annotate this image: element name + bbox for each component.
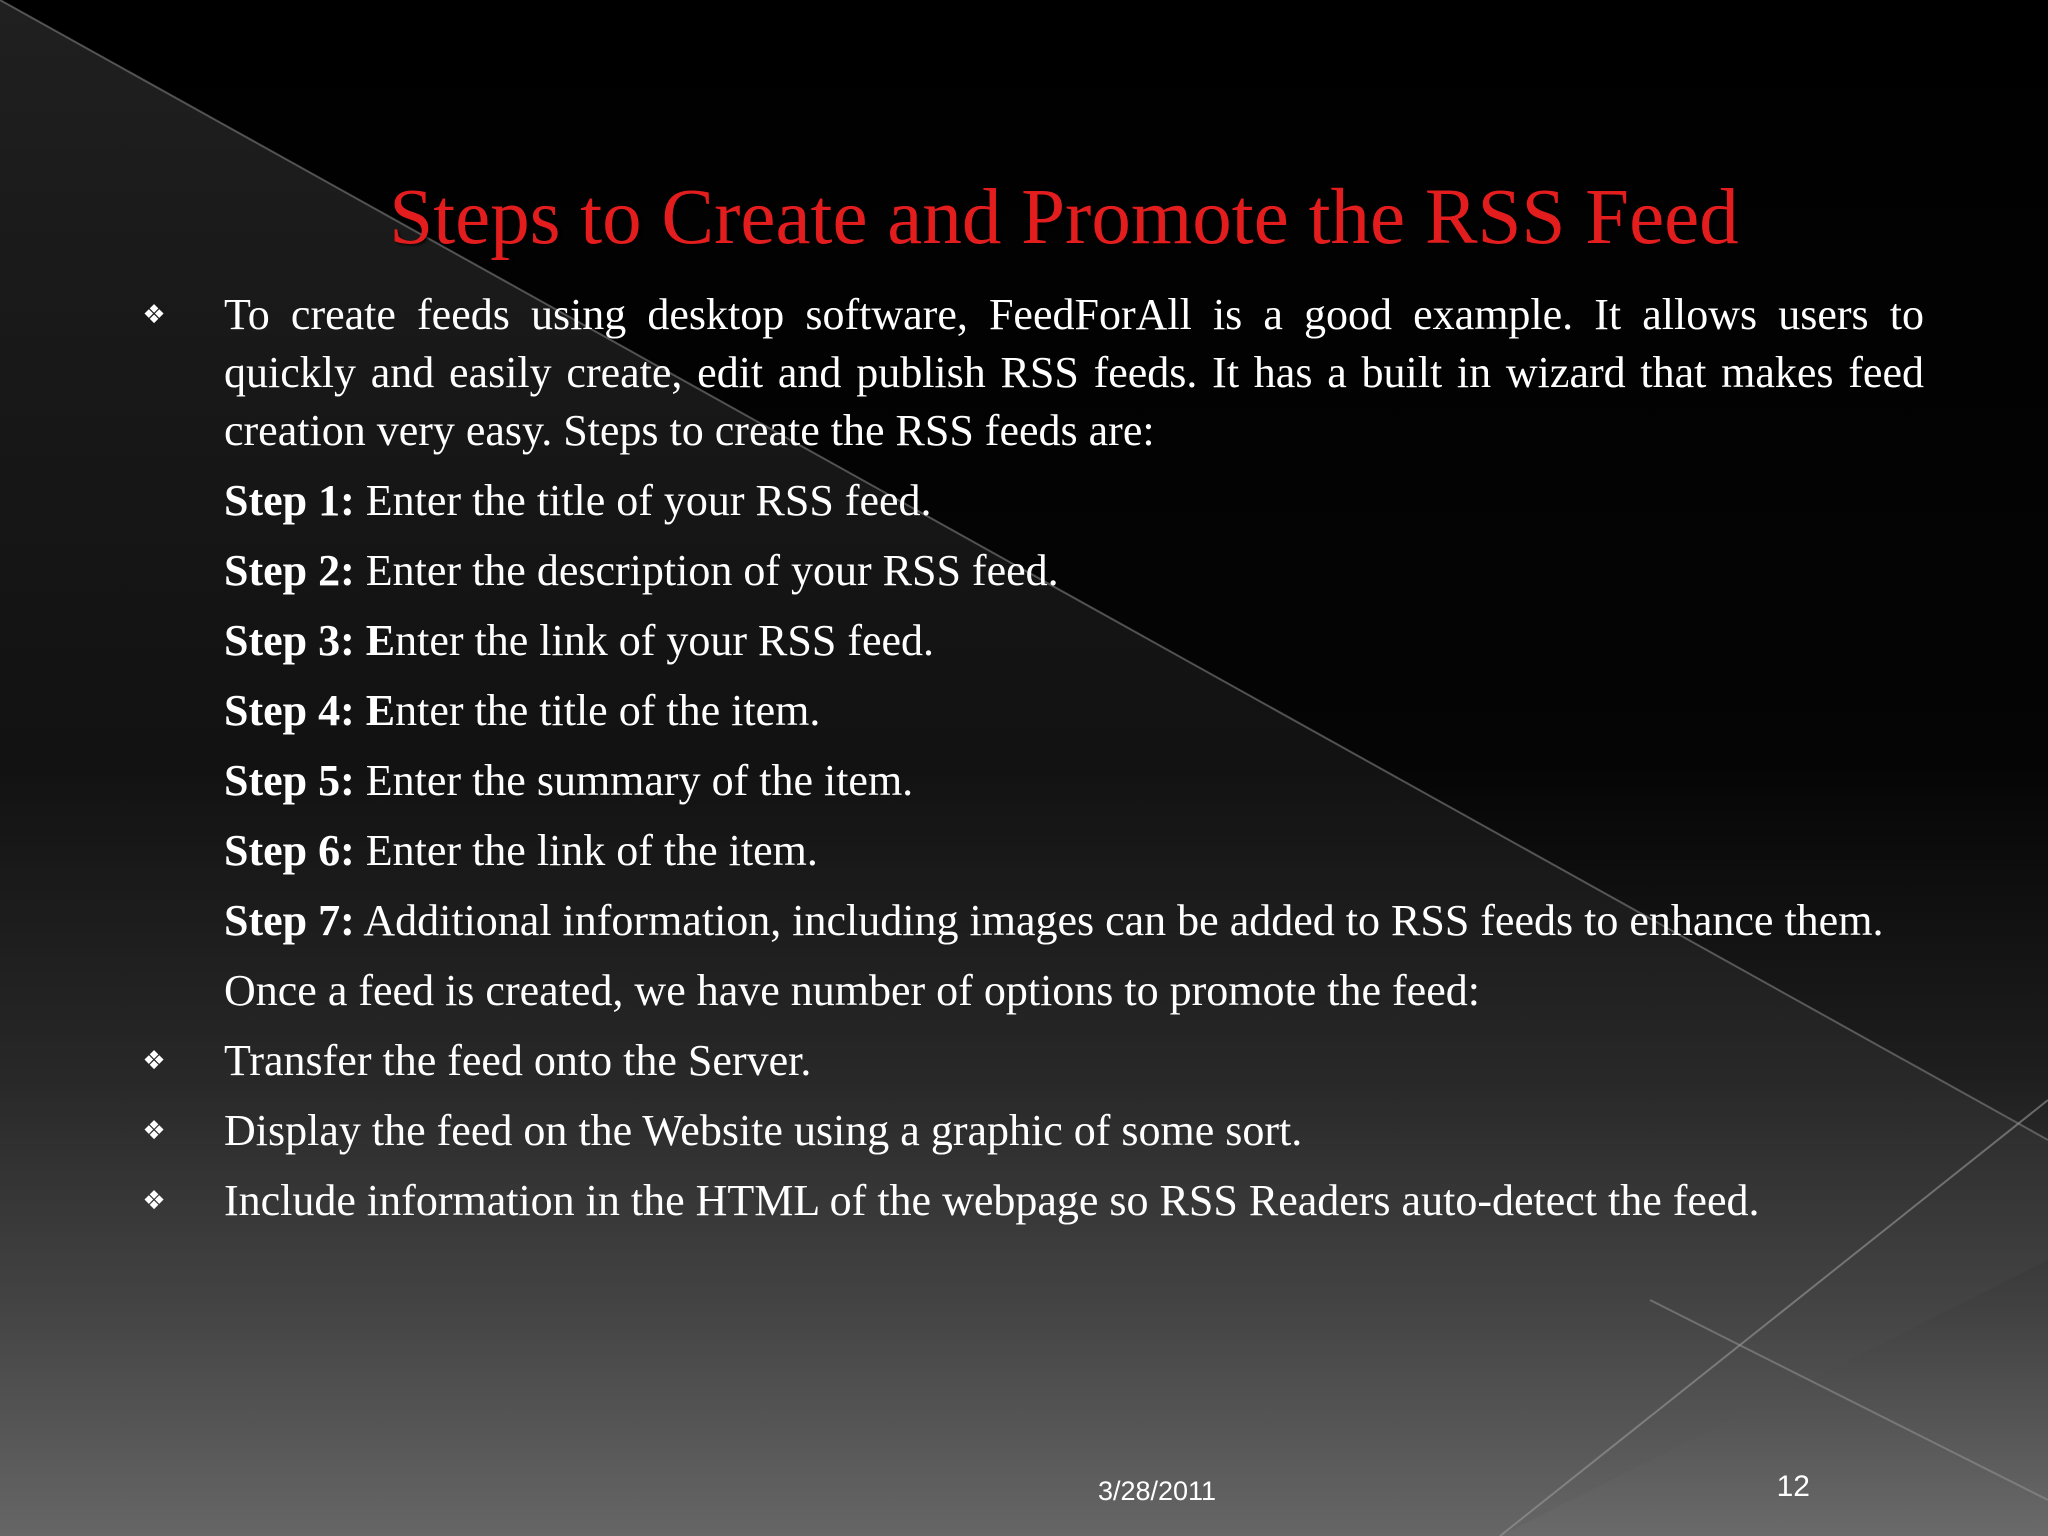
step-text: Enter the summary of the item. — [354, 756, 914, 805]
step-label: Step 4: E — [224, 686, 396, 735]
step-text: Enter the link of the item. — [354, 826, 818, 875]
step-text: nter the title of the item. — [395, 686, 821, 735]
promote-intro: Once a feed is created, we have number of options to promote the feed: — [224, 966, 1480, 1015]
promote-item-text: Display the feed on the Website using a graphic of some sort. — [224, 1106, 1303, 1155]
promote-item-text: Include information in the HTML of the webpage so RSS Readers auto-detect the feed. — [224, 1176, 1760, 1225]
step-label: Step 6: — [224, 826, 355, 875]
step-text: Enter the title of your RSS feed. — [354, 476, 932, 525]
step-text: Additional information, including images can be added to RSS feeds to enhance them. — [354, 896, 1884, 945]
step-label: Step 7: — [224, 896, 355, 945]
diamond-bullet-icon: ❖ — [142, 1046, 166, 1076]
slide-page-number: 12 — [1776, 1470, 1810, 1503]
step-item — [224, 612, 1924, 670]
step-text: Enter the description of your RSS feed. — [354, 546, 1059, 595]
step-item — [224, 892, 1924, 950]
promote-item — [142, 1102, 1924, 1160]
step-item — [224, 822, 1924, 880]
step-label: Step 3: E — [224, 616, 396, 665]
intro-paragraph — [142, 286, 1924, 460]
step-text: nter the link of your RSS feed. — [395, 616, 935, 665]
step-label: Step 5: — [224, 756, 355, 805]
promote-item — [142, 1032, 1924, 1090]
diamond-bullet-icon: ❖ — [142, 1116, 166, 1146]
promote-item — [142, 1172, 1924, 1230]
diamond-bullet-icon: ❖ — [142, 300, 166, 330]
diamond-bullet-icon: ❖ — [142, 1186, 166, 1216]
step-item — [224, 472, 1924, 530]
slide-title: Steps to Create and Promote the RSS Feed — [389, 174, 1739, 261]
step-label: Step 2: — [224, 546, 355, 595]
step-item — [224, 682, 1924, 740]
intro-text: To create feeds using desktop software, FeedForAll is a good example. It allows users to quickly and easily create, edit and publish RSS feeds. It has a built in wizard that makes feed creation very easy. Steps to create the RSS feeds are: — [224, 290, 1924, 455]
slide-date: 3/28/2011 — [1097, 1476, 1217, 1506]
slide-body — [142, 286, 1924, 1242]
step-item — [224, 542, 1924, 600]
promote-item-text: Transfer the feed onto the Server. — [224, 1036, 812, 1085]
step-label: Step 1: — [224, 476, 355, 525]
step-item — [224, 752, 1924, 810]
